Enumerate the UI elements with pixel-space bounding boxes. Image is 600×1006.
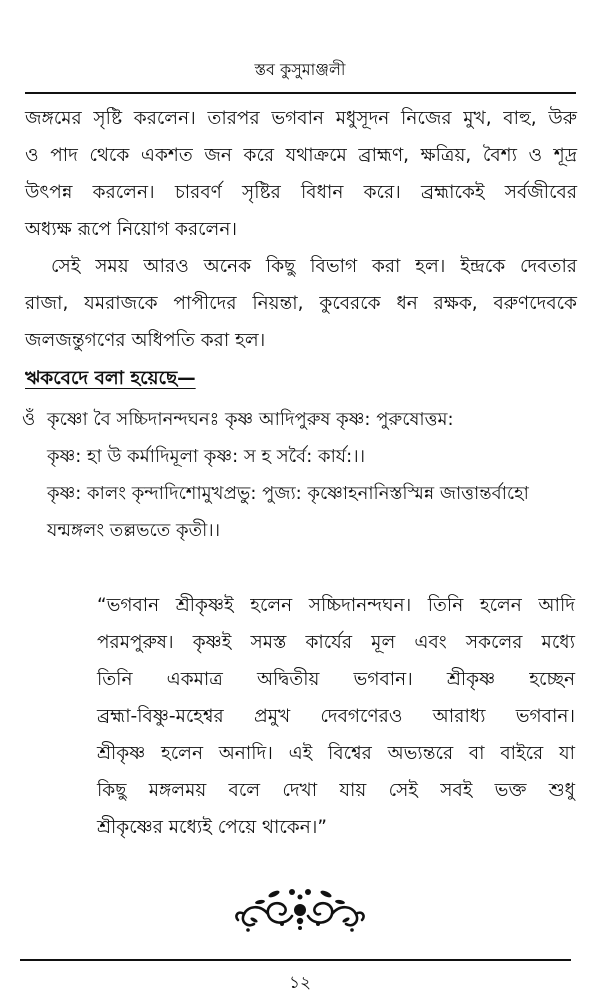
mantra-line xyxy=(22,475,577,512)
floral-scroll-ornament-icon xyxy=(230,880,370,936)
header-rule xyxy=(25,92,576,94)
section-heading: ঋকবেদে বলা হয়েছে— xyxy=(25,368,196,389)
block-quote xyxy=(97,587,575,846)
running-title: স্তব কুসুমাঞ্জলী xyxy=(254,60,346,79)
paragraph-2 xyxy=(25,248,577,359)
mantra-line xyxy=(22,512,577,549)
quote-line: “ভগবান শ্রীকৃষ্ণই হলেন সচ্চিদানন্দঘন। তিনি হলেন আদি xyxy=(97,595,575,616)
paragraph-1 xyxy=(25,100,577,248)
footer-rule xyxy=(20,959,571,961)
mantra-block xyxy=(22,401,577,549)
mantra-text: কৃষ্ণো বৈ সচ্চিদানন্দঘনঃ কৃষ্ণ আদিপুরুষ কৃষ্ণ: পুরুষোত্তম: xyxy=(47,409,454,430)
quote-line: কিছু মঙ্গলময় বলে দেখা যায় সেই সবই ভক্ত শুধু xyxy=(97,780,575,801)
mantra-text: কৃষ্ণ: কালং কৃন্দাদিশোমুখপ্রভু: পুজ্য: কৃষ্ণোহনানিস্তস্মিন্ন জাত্তান্তর্বাহো xyxy=(47,483,529,504)
quote-line: শ্রীকৃষ্ণ হলেন অনাদি। এই বিশ্বের অভ্যন্তরে বা বাইরে যা xyxy=(97,743,575,764)
mantra-text: যন্মঙ্গলং তল্লভতে কৃতী।। xyxy=(47,520,221,541)
page-number: ১২ xyxy=(288,973,312,993)
quote-line: তিনি একমাত্র অদ্বিতীয় ভগবান। শ্রীকৃষ্ণ হচ্ছেন xyxy=(97,669,575,690)
mantra-line xyxy=(22,401,577,438)
quote-line: ব্রহ্মা-বিষ্ণু-মহেশ্বর প্রমুখ দেবগণেরও আরাধ্য ভগবান। xyxy=(97,706,575,727)
text-line: জঙ্গমের সৃষ্টি করলেন। তারপর ভগবান মধুসূদন নিজের মুখ, বাহু, উরু xyxy=(25,108,577,129)
text-line: ও পাদ থেকে একশত জন করে যথাক্রমে ব্রাহ্মণ, ক্ষত্রিয়, বৈশ্য ও শূদ্র xyxy=(25,145,577,166)
quote-line: পরমপুরুষ। কৃষ্ণই সমস্ত কার্যের মূল এবং সকলের মধ্যে xyxy=(97,632,575,653)
quote-line: শ্রীকৃষ্ণের মধ্যেই পেয়ে থাকেন।” xyxy=(97,817,327,838)
text-line: সেই সময় আরও অনেক কিছু বিভাগ করা হল। ইন্দ্রকে দেবতার xyxy=(51,256,577,277)
text-line: উৎপন্ন করলেন। চারবর্ণ সৃষ্টির বিধান করে। ব্রহ্মাকেই সর্বজীবের xyxy=(25,182,577,203)
mantra-text: কৃষ্ণ: হা উ কর্মাদিমূলা কৃষ্ণ: স হ সর্বৈ: কার্য:।। xyxy=(47,446,366,467)
mantra-line xyxy=(22,438,577,475)
text-line: জলজন্তুগণের অধিপতি করা হল। xyxy=(25,330,266,351)
om-symbol: ওঁ xyxy=(22,409,36,430)
text-line: অধ্যক্ষ রূপে নিয়োগ করলেন। xyxy=(25,219,237,240)
text-line: রাজা, যমরাজকে পাপীদের নিয়ন্তা, কুবেরকে ধন রক্ষক, বরুণদেবকে xyxy=(25,293,577,314)
